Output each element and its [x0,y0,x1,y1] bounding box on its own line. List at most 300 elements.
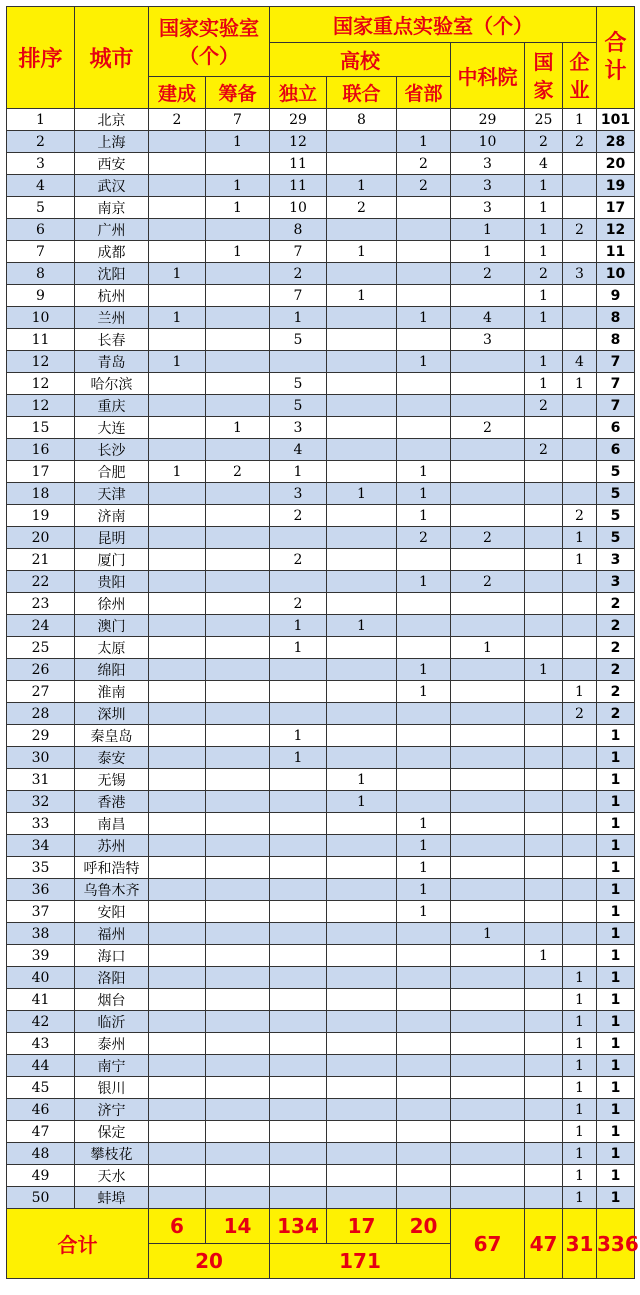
cell-built [149,395,206,417]
cell-built [149,197,206,219]
cell-built [149,923,206,945]
cell-city: 绵阳 [75,659,149,681]
cell-joint [327,1143,397,1165]
table-row [7,901,635,923]
cell-built [149,1165,206,1187]
cell-total: 1 [597,791,635,813]
cell-built [149,329,206,351]
cell-preparing [206,791,270,813]
cell-rank: 21 [7,549,75,571]
cell-total: 1 [597,923,635,945]
cell-enterprise: 1 [563,373,597,395]
cell-city: 南宁 [75,1055,149,1077]
cell-joint [327,813,397,835]
table-row [7,659,635,681]
cell-cas [451,351,525,373]
cell-rank: 37 [7,901,75,923]
cell-city: 临沂 [75,1011,149,1033]
cell-provincial [397,1077,451,1099]
cell-city: 淮南 [75,681,149,703]
cell-joint [327,351,397,373]
cell-rank: 2 [7,131,75,153]
cell-independent [270,945,327,967]
cell-joint [327,835,397,857]
cell-city: 银川 [75,1077,149,1099]
cell-city: 天津 [75,483,149,505]
cell-city: 泰安 [75,747,149,769]
cell-cas [451,1033,525,1055]
cell-provincial [397,109,451,131]
cell-preparing: 1 [206,131,270,153]
cell-city: 哈尔滨 [75,373,149,395]
cell-rank: 29 [7,725,75,747]
cell-joint [327,945,397,967]
cell-rank: 33 [7,813,75,835]
cell-built [149,483,206,505]
table-row [7,703,635,725]
cell-city: 合肥 [75,461,149,483]
cell-joint: 1 [327,241,397,263]
cell-provincial: 2 [397,527,451,549]
cell-joint [327,395,397,417]
cell-joint [327,527,397,549]
cell-independent [270,835,327,857]
cell-enterprise [563,945,597,967]
cell-national [525,505,563,527]
cell-rank: 32 [7,791,75,813]
cell-joint: 1 [327,175,397,197]
cell-built: 1 [149,461,206,483]
table-row [7,967,635,989]
cell-provincial: 1 [397,857,451,879]
cell-built [149,769,206,791]
cell-city: 徐州 [75,593,149,615]
cell-national: 2 [525,395,563,417]
cell-national: 25 [525,109,563,131]
cell-independent: 8 [270,219,327,241]
cell-total: 101 [597,109,635,131]
cell-rank: 39 [7,945,75,967]
cell-national [525,747,563,769]
cell-joint [327,1055,397,1077]
cell-built [149,725,206,747]
cell-cas: 4 [451,307,525,329]
cell-national: 1 [525,945,563,967]
cell-independent [270,1143,327,1165]
table-footer [7,1209,639,1279]
cell-provincial: 1 [397,659,451,681]
cell-joint: 1 [327,285,397,307]
cell-joint [327,263,397,285]
cell-independent [270,1077,327,1099]
cell-provincial [397,923,451,945]
cell-national [525,989,563,1011]
cell-rank: 5 [7,197,75,219]
cell-total: 2 [597,593,635,615]
cell-national: 4 [525,153,563,175]
cell-preparing [206,1143,270,1165]
cell-city: 烟台 [75,989,149,1011]
cell-provincial [397,241,451,263]
cell-rank: 31 [7,769,75,791]
cell-total: 11 [597,241,635,263]
cell-built [149,637,206,659]
table-row [7,461,635,483]
cell-total: 10 [597,263,635,285]
cell-city: 南昌 [75,813,149,835]
cell-preparing [206,1121,270,1143]
cell-preparing [206,615,270,637]
table-row [7,681,635,703]
header-rank: 排序 [7,7,75,109]
cell-enterprise: 4 [563,351,597,373]
table-row [7,1165,635,1187]
cell-provincial [397,593,451,615]
cell-enterprise: 1 [563,1165,597,1187]
cell-national: 1 [525,241,563,263]
cell-national [525,901,563,923]
cell-rank: 44 [7,1055,75,1077]
cell-built [149,901,206,923]
cell-joint [327,549,397,571]
cell-cas [451,879,525,901]
cell-joint: 1 [327,769,397,791]
cell-total: 28 [597,131,635,153]
cell-enterprise: 1 [563,527,597,549]
cell-provincial [397,1033,451,1055]
cell-national [525,593,563,615]
cell-cas [451,1011,525,1033]
cell-rank: 47 [7,1121,75,1143]
cell-enterprise [563,197,597,219]
cell-enterprise [563,747,597,769]
cell-preparing [206,285,270,307]
cell-provincial: 1 [397,483,451,505]
cell-independent: 5 [270,329,327,351]
cell-rank: 43 [7,1033,75,1055]
table-row [7,593,635,615]
cell-rank: 35 [7,857,75,879]
cell-provincial [397,1099,451,1121]
cell-provincial: 1 [397,901,451,923]
header-joint: 联合 [327,77,397,109]
cell-cas: 3 [451,329,525,351]
cell-built: 1 [149,351,206,373]
header-cas: 中科院 [451,43,525,109]
cell-preparing: 1 [206,175,270,197]
cell-preparing [206,769,270,791]
cell-enterprise [563,461,597,483]
cell-national: 1 [525,197,563,219]
table-row [7,219,635,241]
cell-city: 长沙 [75,439,149,461]
cell-cas [451,1099,525,1121]
cell-preparing [206,857,270,879]
cell-preparing [206,219,270,241]
cell-national [525,1121,563,1143]
cell-preparing [206,329,270,351]
cell-preparing [206,1187,270,1209]
cell-independent [270,989,327,1011]
cell-preparing [206,483,270,505]
cell-preparing [206,901,270,923]
cell-national [525,549,563,571]
cell-built [149,1055,206,1077]
cell-built: 1 [149,307,206,329]
cell-cas: 29 [451,109,525,131]
cell-preparing [206,527,270,549]
cell-rank: 6 [7,219,75,241]
cell-cas [451,791,525,813]
cell-provincial [397,1187,451,1209]
cell-rank: 28 [7,703,75,725]
cell-total: 1 [597,769,635,791]
cell-enterprise [563,329,597,351]
cell-rank: 23 [7,593,75,615]
cell-total: 1 [597,1099,635,1121]
cell-rank: 38 [7,923,75,945]
cell-preparing: 7 [206,109,270,131]
table-row [7,197,635,219]
cell-joint [327,725,397,747]
footer-university-sum: 171 [270,1244,451,1279]
cell-cas [451,703,525,725]
cell-national [525,615,563,637]
cell-joint [327,505,397,527]
cell-built: 2 [149,109,206,131]
cell-rank: 8 [7,263,75,285]
table-row [7,923,635,945]
header-provincial: 省部 [397,77,451,109]
cell-enterprise [563,175,597,197]
cell-preparing [206,923,270,945]
cell-provincial: 1 [397,681,451,703]
cell-enterprise: 1 [563,1121,597,1143]
cell-rank: 25 [7,637,75,659]
cell-independent [270,1165,327,1187]
cell-built [149,527,206,549]
cell-preparing [206,703,270,725]
cell-city: 保定 [75,1121,149,1143]
cell-joint [327,373,397,395]
cell-built [149,285,206,307]
cell-built [149,1187,206,1209]
header-university: 高校 [270,43,451,77]
cell-preparing [206,813,270,835]
cell-preparing [206,945,270,967]
header-total: 合计 [597,7,635,109]
cell-preparing [206,373,270,395]
cell-joint [327,659,397,681]
cell-total: 1 [597,989,635,1011]
cell-enterprise: 3 [563,263,597,285]
cell-provincial [397,549,451,571]
cell-provincial: 1 [397,307,451,329]
cell-joint [327,967,397,989]
cell-total: 1 [597,1033,635,1055]
cell-total: 1 [597,879,635,901]
cell-built [149,813,206,835]
cell-rank: 7 [7,241,75,263]
cell-national [525,1077,563,1099]
cell-city: 福州 [75,923,149,945]
cell-total: 2 [597,703,635,725]
cell-joint [327,681,397,703]
cell-joint [327,857,397,879]
cell-cas [451,615,525,637]
footer-preparing: 14 [206,1209,270,1244]
cell-cas [451,1077,525,1099]
cell-national [525,879,563,901]
cell-cas [451,1187,525,1209]
table-row [7,395,635,417]
cell-national [525,1187,563,1209]
footer-national-lab-sum: 20 [149,1244,270,1279]
cell-provincial [397,1055,451,1077]
cell-city: 安阳 [75,901,149,923]
cell-rank: 40 [7,967,75,989]
cell-independent: 2 [270,593,327,615]
cell-provincial [397,945,451,967]
cell-preparing [206,967,270,989]
table-row [7,483,635,505]
cell-enterprise: 1 [563,1011,597,1033]
cell-total: 19 [597,175,635,197]
cell-independent [270,923,327,945]
cell-provincial: 2 [397,175,451,197]
cell-total: 1 [597,813,635,835]
cell-preparing [206,549,270,571]
table-row [7,1077,635,1099]
footer-provincial: 20 [397,1209,451,1244]
cell-national [525,571,563,593]
cell-city: 西安 [75,153,149,175]
cell-city: 兰州 [75,307,149,329]
cell-total: 1 [597,1121,635,1143]
cell-preparing [206,1099,270,1121]
cell-city: 天水 [75,1165,149,1187]
cell-cas [451,813,525,835]
cell-enterprise: 1 [563,109,597,131]
cell-cas: 2 [451,417,525,439]
cell-joint: 8 [327,109,397,131]
cell-enterprise [563,571,597,593]
cell-enterprise [563,395,597,417]
cell-national [525,527,563,549]
cell-national [525,813,563,835]
cell-city: 苏州 [75,835,149,857]
cell-built [149,549,206,571]
table-header [7,7,635,109]
cell-city: 南京 [75,197,149,219]
cell-provincial [397,989,451,1011]
cell-city: 武汉 [75,175,149,197]
header-built: 建成 [149,77,206,109]
cell-provincial [397,439,451,461]
cell-total: 1 [597,857,635,879]
cell-provincial: 1 [397,835,451,857]
cell-cas: 3 [451,175,525,197]
cell-preparing [206,395,270,417]
cell-national: 1 [525,219,563,241]
cell-provincial [397,329,451,351]
cell-joint [327,879,397,901]
cell-cas [451,835,525,857]
cell-national: 2 [525,131,563,153]
cell-total: 1 [597,1143,635,1165]
table-row [7,725,635,747]
footer-enterprise: 31 [563,1209,597,1279]
cell-rank: 20 [7,527,75,549]
cell-joint [327,1011,397,1033]
cell-provincial [397,197,451,219]
cell-total: 1 [597,1165,635,1187]
table-row [7,857,635,879]
cell-independent: 7 [270,241,327,263]
cell-total: 20 [597,153,635,175]
cell-cas: 2 [451,527,525,549]
cell-cas [451,747,525,769]
table-row [7,1033,635,1055]
cell-enterprise: 1 [563,1143,597,1165]
cell-built [149,373,206,395]
cell-independent: 29 [270,109,327,131]
table-row [7,373,635,395]
cell-rank: 24 [7,615,75,637]
cell-built [149,175,206,197]
cell-rank: 12 [7,351,75,373]
cell-city: 济宁 [75,1099,149,1121]
cell-cas: 2 [451,571,525,593]
cell-rank: 17 [7,461,75,483]
cell-independent [270,967,327,989]
cell-city: 香港 [75,791,149,813]
cell-national [525,637,563,659]
cell-rank: 48 [7,1143,75,1165]
cell-cas [451,593,525,615]
cell-enterprise: 2 [563,219,597,241]
cell-cas: 1 [451,923,525,945]
cell-built [149,417,206,439]
cell-enterprise [563,835,597,857]
cell-national [525,1055,563,1077]
table-row [7,989,635,1011]
cell-built [149,593,206,615]
cell-joint [327,439,397,461]
cell-preparing: 2 [206,461,270,483]
cell-preparing [206,659,270,681]
table-row [7,549,635,571]
cell-preparing [206,879,270,901]
cell-independent [270,813,327,835]
table-row [7,131,635,153]
cell-city: 贵阳 [75,571,149,593]
cell-enterprise [563,879,597,901]
cell-city: 济南 [75,505,149,527]
cell-total: 5 [597,461,635,483]
cell-independent [270,1055,327,1077]
cell-total: 9 [597,285,635,307]
cell-cas [451,505,525,527]
lab-ranking-table [6,6,639,1279]
cell-total: 2 [597,659,635,681]
cell-independent [270,1033,327,1055]
cell-provincial [397,967,451,989]
cell-provincial [397,1143,451,1165]
cell-independent [270,1121,327,1143]
cell-city: 北京 [75,109,149,131]
cell-independent: 5 [270,395,327,417]
